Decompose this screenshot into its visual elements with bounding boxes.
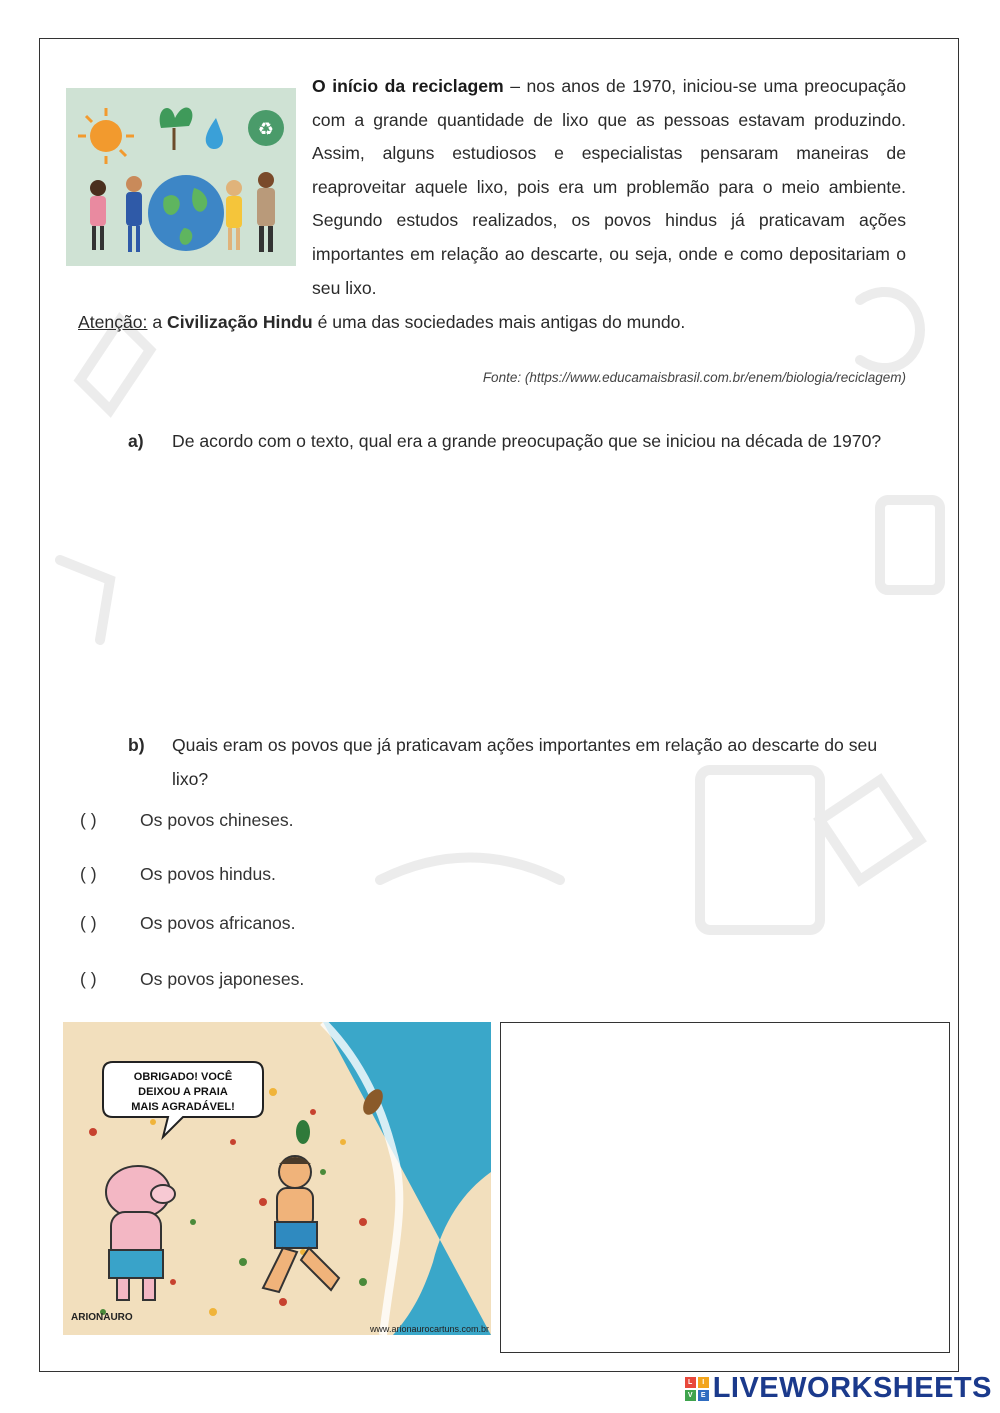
option-hindus[interactable] [80, 864, 276, 885]
question-b-text: Quais eram os povos que já praticavam ações importantes em relação ao descarte do seu lixo? [172, 735, 878, 789]
recycling-illustration [66, 88, 296, 266]
logo-letter: V [685, 1390, 696, 1401]
cartoon-signature: ARIONAURO [71, 1312, 133, 1323]
option-checkbox[interactable]: ( ) [80, 810, 97, 830]
option-checkbox[interactable]: ( ) [80, 864, 97, 884]
option-label: Os povos japoneses. [140, 969, 305, 989]
option-checkbox[interactable]: ( ) [80, 913, 97, 933]
question-a-text: De acordo com o texto, qual era a grande preocupação que se iniciou na década de 1970? [172, 431, 882, 451]
attention-note [78, 312, 685, 333]
intro-body: – nos anos de 1970, iniciou-se uma preocupação com a grande quantidade de lixo que as pessoas estavam produzindo. Assim, alguns estudiosos e especialistas pensaram maneiras de reaproveitar aquele lixo, pois era um problemão para o meio ambiente. Segundo estudos realizados, os povos hindus já praticavam ações importantes em relação ao descarte, ou seja, onde e como depositariam o seu lixo. [312, 76, 907, 298]
attention-label: Atenção: [78, 312, 148, 332]
option-africanos[interactable] [80, 913, 295, 934]
liveworksheets-logo [685, 1372, 992, 1405]
speech-line-3: MAIS AGRADÁVEL! [131, 1101, 235, 1113]
logo-grid-icon [685, 1377, 709, 1401]
option-chineses[interactable] [80, 810, 294, 831]
question-b [128, 728, 888, 796]
intro-title: O início da reciclagem [312, 76, 504, 96]
source-citation: Fonte: (https://www.educamaisbrasil.com.br/enem/biologia/reciclagem) [482, 370, 906, 385]
option-japoneses[interactable] [80, 969, 304, 990]
attention-pre: a [147, 312, 168, 332]
beach-cartoon [63, 1022, 491, 1335]
logo-letter: I [698, 1377, 709, 1388]
attention-post: é uma das sociedades mais antigas do mundo. [312, 312, 686, 332]
brand-name: LIVEWORKSHEETS [712, 1372, 992, 1404]
option-label: Os povos hindus. [140, 864, 276, 884]
attention-bold: Civilização Hindu [167, 312, 313, 332]
question-a-label: a) [128, 431, 144, 451]
option-label: Os povos africanos. [140, 913, 296, 933]
speech-line-2: DEIXOU A PRAIA [138, 1086, 228, 1098]
option-checkbox[interactable]: ( ) [80, 969, 97, 989]
logo-letter: L [685, 1377, 696, 1388]
question-a [128, 424, 888, 458]
answer-box[interactable] [500, 1022, 950, 1353]
logo-letter: E [698, 1390, 709, 1401]
question-b-label: b) [128, 735, 145, 755]
cartoon-credit: www.arionaurocartuns.com.br [369, 1324, 489, 1334]
speech-line-1: OBRIGADO! VOCÊ [133, 1071, 233, 1083]
intro-paragraph [312, 70, 906, 305]
option-label: Os povos chineses. [140, 810, 294, 830]
svg-text:♻: ♻ [257, 119, 275, 139]
